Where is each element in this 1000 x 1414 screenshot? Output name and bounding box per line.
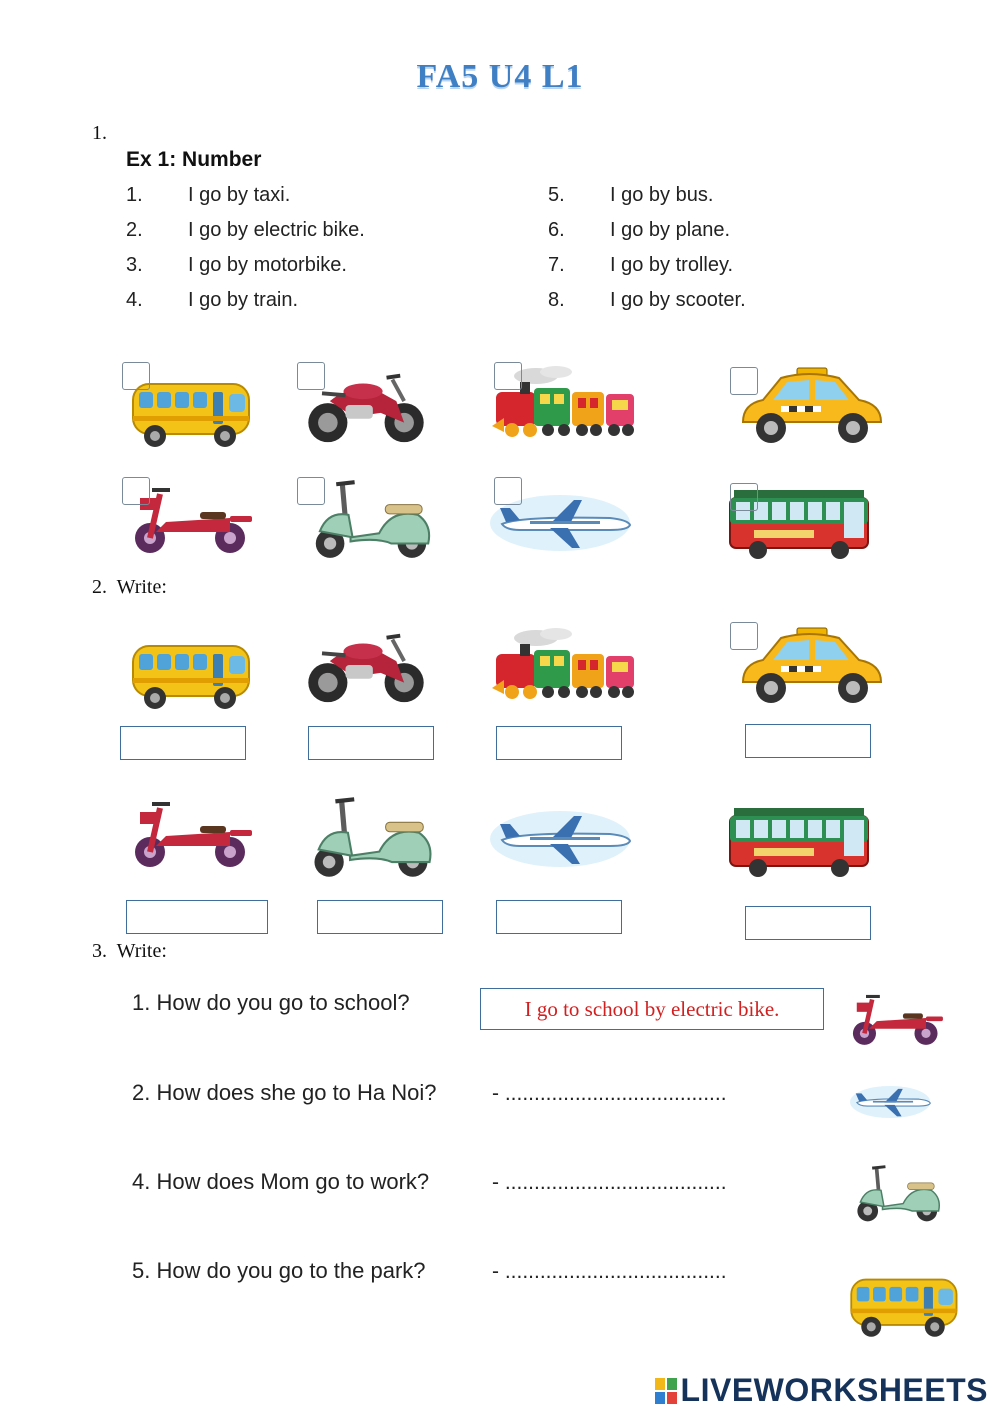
question-text: 4. How does Mom go to work? <box>132 1169 430 1194</box>
answer-box[interactable] <box>120 726 246 760</box>
answer-box[interactable] <box>496 726 622 760</box>
question-text: 5. How do you go to the park? <box>132 1258 426 1283</box>
answer-box[interactable] <box>745 906 871 940</box>
answer-box[interactable] <box>308 726 434 760</box>
section-3-number: 3. Write: <box>92 940 167 962</box>
plane-icon <box>850 1078 936 1126</box>
page-title: FA5 U4 L1 <box>416 58 584 95</box>
sentence-item: 8. I go by scooter. <box>548 289 746 311</box>
answer-line[interactable]: - ...................................... <box>492 1082 727 1105</box>
answer-line[interactable]: - ...................................... <box>492 1260 727 1283</box>
section-2-number: 2. Write: <box>92 576 167 598</box>
sentence-item: 5. I go by bus. <box>548 184 714 206</box>
answer-box[interactable] <box>496 900 622 934</box>
plane-icon <box>490 804 640 874</box>
sentence-item: 1. I go by taxi. <box>126 184 291 206</box>
sentence-item: 6. I go by plane. <box>548 219 731 241</box>
section-3-label: Write: <box>116 940 167 962</box>
sentence-item: 4. I go by train. <box>126 289 299 311</box>
sentence-item: 2. I go by electric bike. <box>126 219 365 241</box>
scooter-icon <box>304 788 440 888</box>
question-text: 1. How do you go to school? <box>132 990 410 1015</box>
sentence-item: 3. I go by motorbike. <box>126 254 347 276</box>
bus-icon <box>844 1268 962 1342</box>
electric-bike-icon <box>846 978 946 1058</box>
question-text: 2. How does she go to Ha Noi? <box>132 1080 437 1105</box>
electric-bike-icon <box>126 792 256 872</box>
number-checkbox[interactable] <box>122 362 150 390</box>
motorbike-icon <box>300 622 432 710</box>
sentence-item: 7. I go by trolley. <box>548 254 734 276</box>
number-checkbox[interactable] <box>297 362 325 390</box>
answer-box[interactable] <box>745 724 871 758</box>
number-checkbox[interactable] <box>494 362 522 390</box>
number-checkbox[interactable] <box>730 622 758 650</box>
section-2-label: Write: <box>116 576 167 598</box>
exercise-heading: Ex 1: Number <box>126 148 262 171</box>
scooter-icon <box>850 1150 946 1238</box>
train-icon <box>490 628 640 708</box>
number-checkbox[interactable] <box>122 477 150 505</box>
answer-line[interactable]: - ...................................... <box>492 1171 727 1194</box>
liveworksheets-logo: LIVEWORKSHEETS <box>655 1372 988 1409</box>
answer-box[interactable] <box>126 900 268 934</box>
number-checkbox[interactable] <box>297 477 325 505</box>
number-checkbox[interactable] <box>730 483 758 511</box>
answer-input-filled[interactable]: I go to school by electric bike. <box>480 988 824 1030</box>
logo-mark-icon <box>655 1378 677 1404</box>
number-checkbox[interactable] <box>730 367 758 395</box>
answer-box[interactable] <box>317 900 443 934</box>
bus-icon <box>124 634 256 714</box>
number-checkbox[interactable] <box>494 477 522 505</box>
section-1-number: 1. <box>92 122 107 144</box>
trolley-icon <box>724 804 874 884</box>
